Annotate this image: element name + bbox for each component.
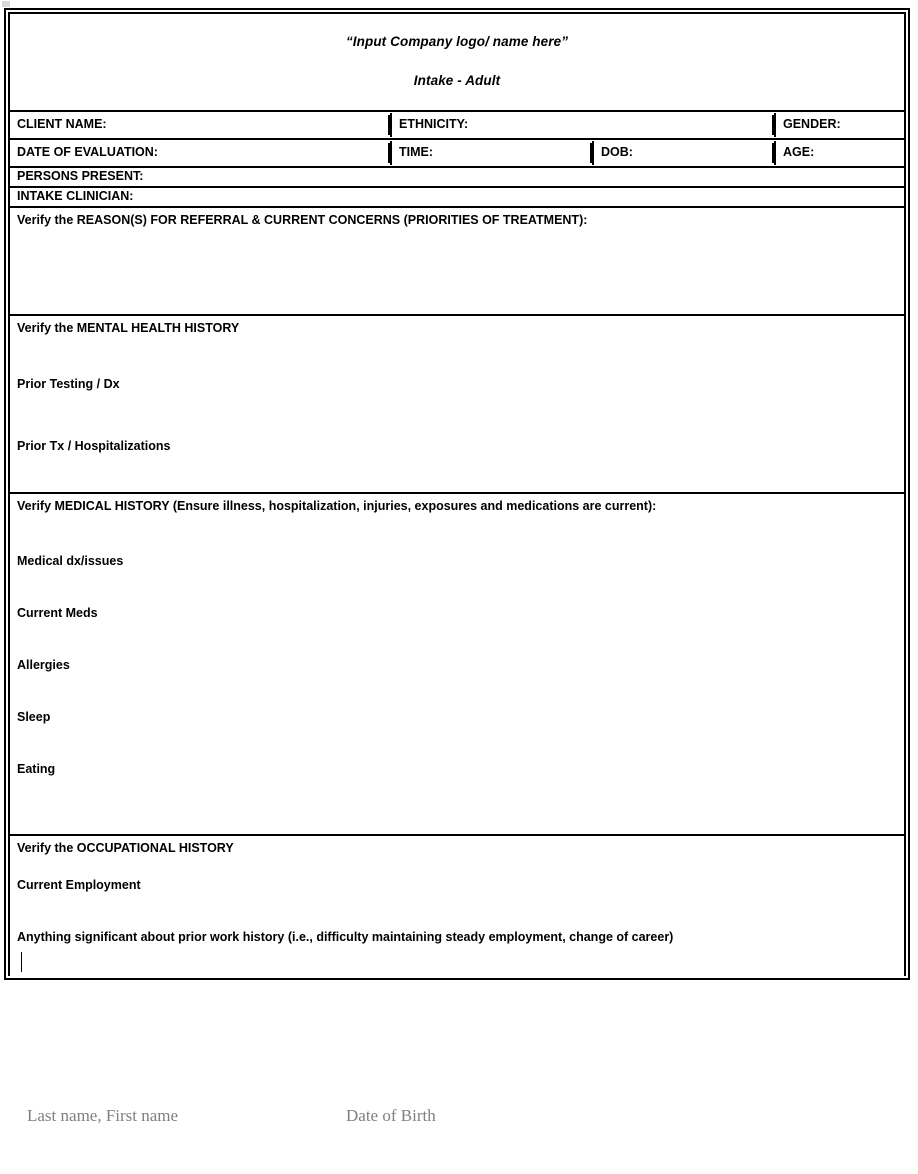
field-ethnicity[interactable]: ETHNICITY: (390, 113, 772, 137)
section-occupational-heading: Verify the OCCUPATIONAL HISTORY (17, 841, 234, 855)
section-referral[interactable] (10, 208, 904, 316)
footer-last-first-name-label: Last name, First name (27, 1106, 179, 1125)
company-logo-placeholder: “Input Company logo/ name here” (345, 34, 569, 49)
form-title-block (10, 14, 904, 112)
section-mental-health-history[interactable] (10, 316, 904, 494)
footer-date-of-birth-label: Date of Birth (346, 1106, 436, 1125)
section-referral-heading: Verify the REASON(S) FOR REFERRAL & CURRENT CONCERNS (PRIORITIES OF TREATMENT): (17, 213, 588, 227)
field-intake-clinician[interactable]: INTAKE CLINICIAN: (17, 189, 134, 204)
form-subtitle: Intake - Adult (413, 73, 501, 88)
intake-form-frame (4, 8, 910, 980)
field-client-name[interactable]: CLIENT NAME: (17, 117, 107, 132)
section-medical-heading: Verify MEDICAL HISTORY (Ensure illness, hospitalization, injuries, exposures and medications are current): (17, 499, 657, 513)
subitem-current-meds: Current Meds (17, 606, 98, 621)
subitem-prior-testing-dx: Prior Testing / Dx (17, 377, 120, 392)
field-persons-present[interactable]: PERSONS PRESENT: (17, 169, 144, 184)
persons-present-row (10, 168, 904, 188)
subitem-sleep: Sleep (17, 710, 51, 725)
subitem-current-employment: Current Employment (17, 878, 141, 893)
page-footer (0, 1098, 918, 1138)
text-cursor-caret (21, 952, 22, 972)
evaluation-info-row (10, 140, 904, 168)
section-medical-history[interactable] (10, 494, 904, 836)
intake-clinician-row (10, 188, 904, 208)
subitem-prior-work-history: Anything significant about prior work history (i.e., difficulty maintaining steady employment, change of career) (17, 930, 674, 945)
field-date-of-evaluation[interactable]: DATE OF EVALUATION: (17, 145, 158, 160)
subitem-prior-tx-hospitalizations: Prior Tx / Hospitalizations (17, 439, 171, 454)
page-artifact-speck (2, 1, 10, 7)
subitem-eating: Eating (17, 762, 56, 777)
field-gender[interactable]: GENDER: (774, 113, 904, 137)
subitem-medical-dx-issues: Medical dx/issues (17, 554, 124, 569)
subitem-allergies: Allergies (17, 658, 70, 673)
section-mental-health-heading: Verify the MENTAL HEALTH HISTORY (17, 321, 240, 335)
section-occupational-history[interactable] (10, 836, 904, 976)
client-info-row (10, 112, 904, 140)
field-dob[interactable]: DOB: (592, 141, 772, 165)
field-age[interactable]: AGE: (774, 141, 904, 165)
field-time[interactable]: TIME: (390, 141, 590, 165)
intake-form-body (8, 12, 906, 976)
